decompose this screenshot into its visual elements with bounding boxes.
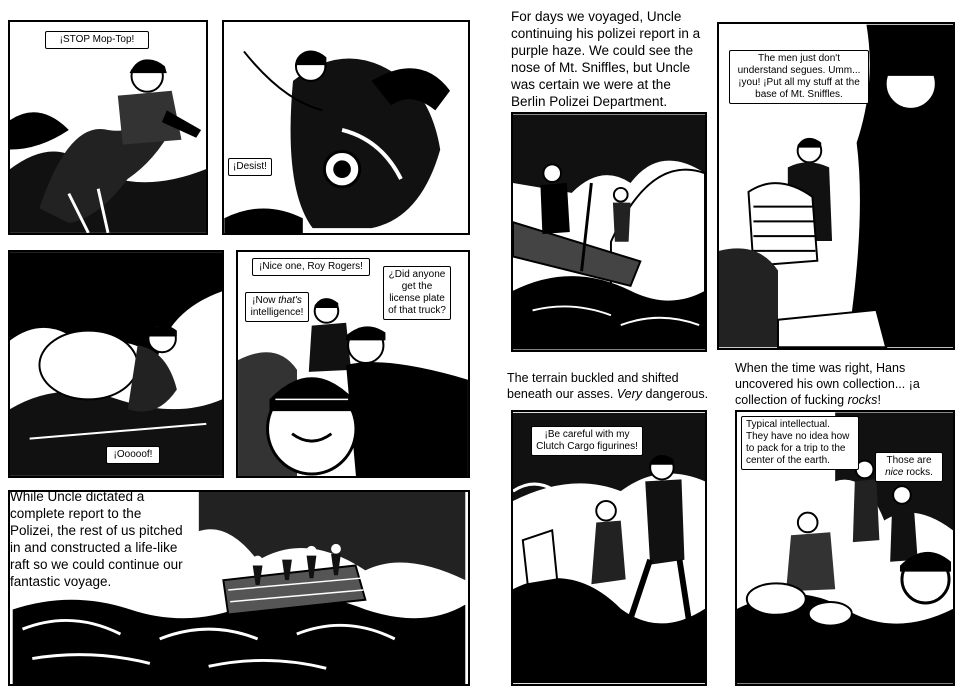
panel-desist [222, 20, 470, 235]
bubble-text: intelligence! [250, 307, 304, 318]
panel-nice-one-roy [236, 250, 470, 478]
speech-bubble: ¡STOP Mop-Top! [45, 31, 149, 49]
panel-stop-mop-top [8, 20, 208, 235]
narration-caption-terrain [507, 370, 713, 402]
panel-raft [8, 490, 470, 686]
speech-bubble: ¡Desist! [228, 158, 272, 176]
caption-emphasis: rocks [847, 393, 878, 407]
bubble-emphasis: nice [885, 467, 904, 478]
speech-bubble-now-thats [245, 292, 309, 322]
bubble-text: rocks. [903, 467, 933, 478]
caption-text: When the time was right, Hans uncovered his own collection... ¡a collection of fucking [735, 361, 920, 407]
bubble-text: Those are [886, 455, 932, 466]
speech-bubble-nice-rocks [875, 452, 943, 482]
bubble-text: ¡Now [252, 295, 279, 306]
panel-ooooof [8, 250, 224, 478]
caption-text: The terrain buckled and shifted beneath our asses. [507, 371, 679, 401]
raft-mountain-illustration [513, 114, 705, 350]
speech-bubble-roy: ¡Nice one, Roy Rogers! [252, 258, 370, 276]
horse-rearing-illustration [224, 22, 468, 233]
panel-voyage-haze [511, 112, 707, 352]
caption-emphasis: Very [616, 387, 643, 401]
cave-fall-illustration [10, 252, 222, 476]
speech-bubble: ¡Be careful with my Clutch Cargo figurines! [531, 426, 643, 456]
caption-text: ! [877, 393, 881, 407]
right-comic-page [481, 0, 962, 695]
speech-bubble: ¡Ooooof! [106, 446, 160, 464]
narration-caption: While Uncle dictated a complete report to the Polizei, the rest of us pitched in and constructed a life-like raft so we could continue our fantastic voyage. [10, 490, 190, 594]
speech-bubble: The men just don't understand segues. Umm... ¡you! ¡Put all my stuff at the base of Mt. Sniffles. [729, 50, 869, 104]
speech-bubble-typical: Typical intellectual. They have no idea how to pack for a trip to the center of the earth. [741, 416, 859, 470]
panel-men-segues [717, 22, 955, 350]
narration-caption-rocks [735, 360, 951, 408]
rider-horse-illustration [10, 22, 206, 233]
narration-caption-voyage: For days we voyaged, Uncle continuing his polizei report in a purple haze. We could see the nose of Mt. Sniffles, but Uncle was certain we were at the Berlin Polizei Department. [511, 9, 701, 109]
bubble-emphasis: that's [278, 295, 302, 306]
speech-bubble-license-plate: ¿Did anyone get the license plate of that truck? [383, 266, 451, 320]
caption-text: dangerous. [642, 387, 709, 401]
panel-clutch-cargo [511, 410, 707, 686]
panel-typical-intellectual [735, 410, 955, 686]
